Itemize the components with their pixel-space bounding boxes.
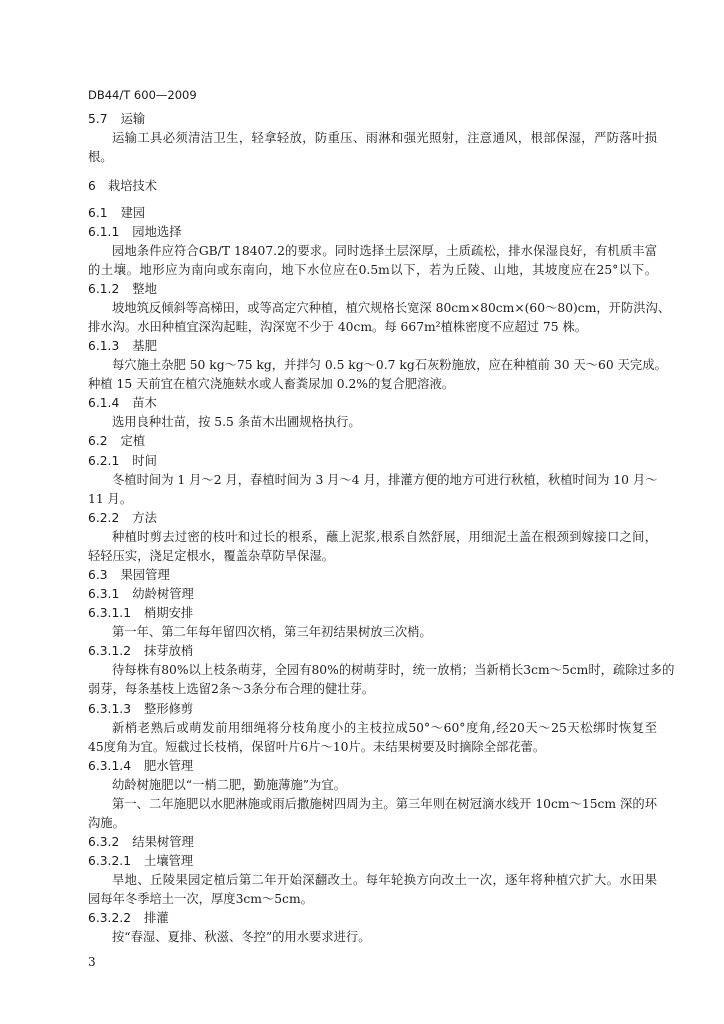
paragraph-line: 的土壤。地形应为南向或东南向，地下水位应在0.5m以下，若为丘陵、山地，其坡度应在25°以下。 (88, 262, 657, 277)
paragraph-fertilizer-principle (88, 776, 657, 795)
paragraph-line: 45度角为宜。短截过长枝梢，保留叶片6片～10片。未结果树要及时摘除全部花蕾。 (88, 739, 546, 754)
section-heading-6-1-2 (88, 280, 657, 299)
section-heading-6-3-1-4 (88, 757, 657, 776)
paragraph-planting-time (88, 471, 657, 509)
heading-title: 运输 (120, 111, 146, 126)
heading-title: 定植 (120, 434, 146, 449)
paragraph-site-selection (88, 242, 657, 280)
heading-number: 6.3.1.1 (88, 606, 132, 621)
paragraph-line: 幼龄树施肥以“一梢二肥，勤施薄施”为宜。 (112, 777, 346, 792)
paragraph-line: 运输工具必须清洁卫生，轻拿轻放，防重压、雨淋和强光照射，注意通风，根部保湿，严防落叶损 (112, 130, 657, 145)
paragraph-line: 排水沟。水田种植宜深沟起畦，沟深宽不少于 40cm。每 667m²植株密度不应超过 75 株。 (88, 319, 588, 334)
paragraph-line: 冬植时间为 1 月～2 月，春植时间为 3 月～4 月，排灌方便的地方可进行秋植，秋植时间为 10 月～ (112, 472, 658, 487)
paragraph-line: 按“春湿、夏排、秋滋、冬控”的用水要求进行。 (112, 930, 371, 945)
heading-title: 栽培技术 (107, 178, 158, 193)
paragraph-line: 轻轻压实，浇足定根水，覆盖杂草防旱保湿。 (88, 548, 334, 563)
section-heading-5-7 (88, 110, 657, 129)
heading-title: 土壤管理 (144, 854, 194, 869)
paragraph-base-fertilizer (88, 356, 667, 394)
section-heading-6-3-2-1 (88, 852, 657, 871)
paragraph-line: 11 月。 (88, 491, 133, 506)
heading-title: 果园管理 (120, 567, 170, 582)
section-heading-6-3-1-3 (88, 700, 657, 719)
paragraph-line: 弱芽，每条基枝上选留2条～3条分布合理的健壮芽。 (88, 682, 375, 697)
heading-title: 结果树管理 (132, 835, 194, 850)
paragraph-transport (88, 129, 657, 167)
heading-number: 6.3.1 (88, 587, 120, 602)
heading-title: 基肥 (132, 339, 157, 354)
heading-title: 肥水管理 (144, 758, 194, 773)
section-heading-6-1 (88, 204, 657, 223)
section-heading-6-3-1-2 (88, 642, 657, 661)
paragraph-line: 新梢老熟后或萌发前用细绳将分枝角度小的主枝拉成50°～60°度角,经20天～25天松绑时恢复至 (112, 720, 657, 735)
heading-number: 5.7 (88, 111, 108, 126)
section-heading-6-1-1 (88, 223, 657, 242)
heading-title: 排灌 (144, 911, 169, 926)
heading-number: 6.1.1 (88, 224, 120, 239)
heading-title: 幼龄树管理 (132, 587, 194, 602)
paragraph-irrigation (88, 928, 657, 947)
heading-number: 6 (88, 178, 96, 193)
heading-title: 园地选择 (132, 224, 182, 239)
heading-number: 6.3.1.3 (88, 701, 132, 716)
heading-title: 苗木 (132, 396, 157, 411)
paragraph-land-preparation (88, 299, 671, 337)
heading-number: 6.3.1.4 (88, 758, 132, 773)
heading-title: 建园 (120, 205, 146, 220)
heading-number: 6.1.4 (88, 396, 120, 411)
paragraph-shoot-schedule (88, 623, 657, 642)
heading-number: 6.2.1 (88, 453, 120, 468)
paragraph-line: 种植 15 天前宜在植穴浇施麸水或人畜粪尿加 0.2%的复合肥溶液。 (88, 377, 455, 392)
paragraph-seedlings (88, 413, 657, 432)
paragraph-soil-management (88, 871, 657, 909)
paragraph-line: 根。 (88, 149, 113, 164)
heading-number: 6.3.2.2 (88, 911, 132, 926)
paragraph-line: 园每年冬季培土一次，厚度3cm～5cm。 (88, 892, 313, 907)
heading-number: 6.3.2.1 (88, 854, 132, 869)
heading-title: 整地 (132, 281, 157, 296)
paragraph-planting-method (88, 528, 657, 566)
heading-title: 方法 (132, 510, 157, 525)
paragraph-bud-removal (88, 661, 675, 699)
paragraph-line: 种植时剪去过密的枝叶和过长的根系，蘸上泥浆,根系自然舒展，用细泥土盖在根颈到嫁接口之间， (112, 529, 657, 544)
paragraph-line: 沟施。 (88, 816, 125, 830)
document-header-code: DB44/T 600—2009 (88, 88, 197, 102)
page-number: 3 (88, 955, 96, 969)
heading-title: 时间 (132, 453, 157, 468)
heading-title: 抹芽放梢 (144, 644, 194, 659)
heading-number: 6.1.2 (88, 281, 120, 296)
heading-title: 梢期安排 (144, 606, 194, 621)
section-heading-6-3-1 (88, 585, 657, 604)
paragraph-line: 坡地筑反倾斜等高梯田，或等高定穴种植，植穴规格长宽深 80cm×80cm×(60～80)cm，开防洪沟、 (112, 300, 671, 315)
paragraph-pruning (88, 719, 657, 757)
paragraph-line: 选用良种壮苗，按 5.5 条苗木出圃规格执行。 (112, 415, 361, 430)
heading-number: 6.1 (88, 205, 108, 220)
heading-number: 6.2.2 (88, 510, 120, 525)
paragraph-fertilizer-method (88, 795, 657, 833)
section-heading-6-1-4 (88, 394, 657, 413)
paragraph-line: 园地条件应符合GB/T 18407.2的要求。同时选择土层深厚，土质疏松，排水保湿良好，有机质丰富 (112, 243, 657, 258)
section-heading-6-3-1-1 (88, 604, 657, 623)
section-heading-6-2 (88, 432, 657, 451)
paragraph-line: 旱地、丘陵果园定植后第二年开始深翻改土。每年轮换方向改土一次，逐年将种植穴扩大。水田果 (112, 873, 657, 888)
section-heading-6-1-3 (88, 337, 657, 356)
heading-number: 6.3.2 (88, 835, 120, 850)
heading-title: 整形修剪 (144, 701, 194, 716)
heading-number: 6.3 (88, 567, 108, 582)
paragraph-line: 第一、二年施肥以水肥淋施或雨后撒施树四周为主。第三年则在树冠滴水线开 10cm～15cm 深的环 (112, 796, 657, 811)
section-heading-6-3 (88, 566, 657, 585)
paragraph-line: 每穴施土杂肥 50 kg～75 kg，并拌匀 0.5 kg～0.7 kg石灰粉施放，应在种植前 30 天～60 天完成。 (112, 358, 667, 373)
section-heading-6-3-2-2 (88, 909, 657, 928)
section-heading-6 (88, 177, 657, 196)
section-heading-6-3-2 (88, 833, 657, 852)
heading-number: 6.3.1.2 (88, 644, 132, 659)
paragraph-line: 第一年、第二年每年留四次梢，第三年初结果树放三次梢。 (112, 625, 432, 640)
section-heading-6-2-1 (88, 452, 657, 471)
heading-number: 6.2 (88, 434, 108, 449)
paragraph-line: 待每株有80%以上枝条萌芽，全园有80%的树萌芽时，统一放梢；当新梢长3cm～5cm时，疏除过多的 (112, 663, 675, 678)
section-heading-6-2-2 (88, 509, 657, 528)
document-body (88, 110, 675, 948)
heading-number: 6.1.3 (88, 339, 120, 354)
